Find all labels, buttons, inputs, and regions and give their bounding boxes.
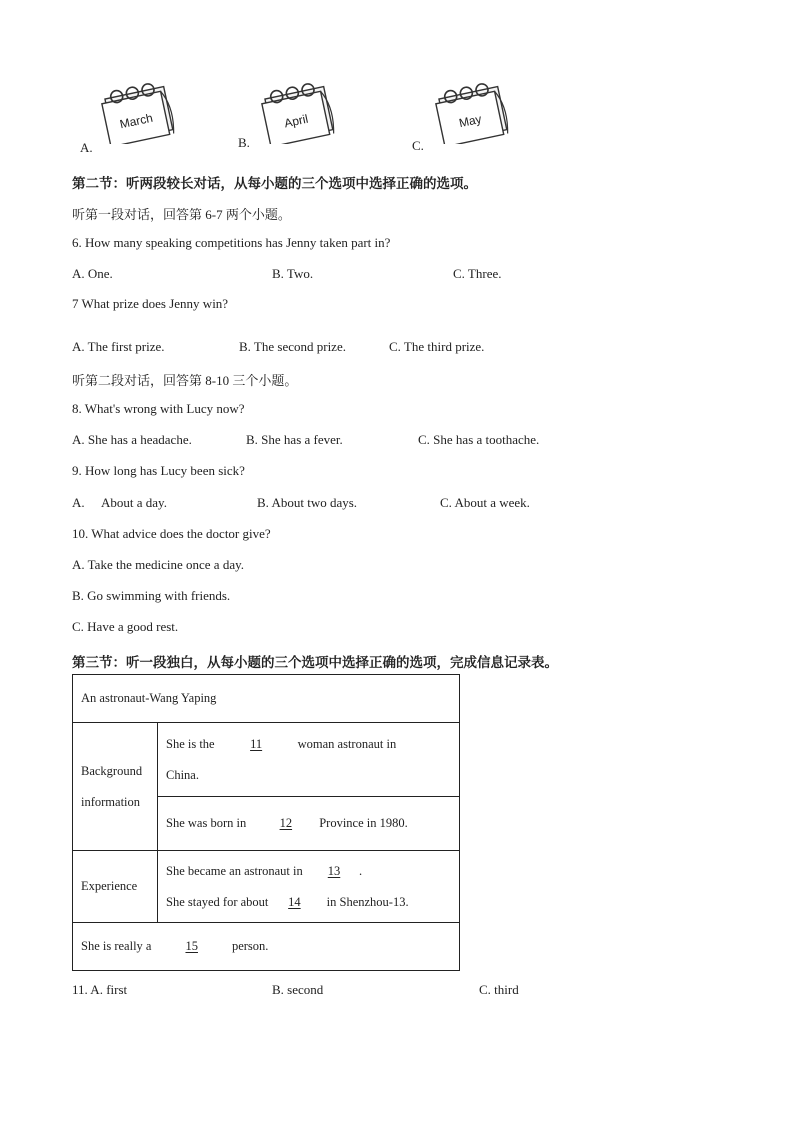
question-9: 9. How long has Lucy been sick? bbox=[72, 463, 245, 478]
q10-option-a: A. Take the medicine once a day. bbox=[72, 557, 244, 572]
q9-option-a: About a day. bbox=[101, 495, 167, 510]
q8-option-b: B. She has a fever. bbox=[246, 432, 343, 447]
row-12: She was born in 12 Province in 1980. bbox=[158, 797, 460, 851]
option-b-label: B. bbox=[238, 135, 250, 150]
q10-option-b: B. Go swimming with friends. bbox=[72, 588, 231, 603]
blank-13: 13 bbox=[327, 863, 341, 878]
q8-option-a: A. She has a headache. bbox=[72, 432, 192, 447]
q6-option-b: B. Two. bbox=[272, 266, 314, 281]
q6-option-c: C. Three. bbox=[453, 266, 502, 281]
q8-option-c: C. She has a toothache. bbox=[418, 432, 540, 447]
question-7: 7 What prize does Jenny win? bbox=[72, 296, 229, 311]
question-10: 10. What advice does the doctor give? bbox=[72, 526, 271, 541]
dialog1-intro: 听第一段对话，回答第 6-7 两个小题。 bbox=[72, 207, 291, 222]
blank-11: 11 bbox=[250, 736, 263, 751]
row-15: She is really a 15 person. bbox=[73, 923, 460, 971]
background-info-label: Background information bbox=[73, 723, 158, 851]
option-c-label: C. bbox=[412, 138, 424, 153]
blank-12: 12 bbox=[279, 816, 293, 830]
q7-option-b: B. The second prize. bbox=[239, 339, 346, 354]
calendar-month-text: March bbox=[118, 110, 154, 132]
calendar-april-picture bbox=[258, 70, 342, 144]
q7-option-a: A. The first prize. bbox=[72, 339, 165, 354]
q11-option-b: B. second bbox=[272, 982, 324, 997]
q11-option-a: 11. A. first bbox=[72, 982, 128, 997]
row-11: She is the 11 woman astronaut in China. bbox=[158, 723, 460, 797]
q6-option-a: A. One. bbox=[72, 266, 113, 281]
option-a-label: A. bbox=[80, 140, 93, 155]
q9-option-b: B. About two days. bbox=[257, 495, 358, 510]
calendar-month-text: April bbox=[283, 111, 310, 131]
blank-14: 14 bbox=[288, 894, 301, 909]
q9-option-c: C. About a week. bbox=[440, 495, 530, 510]
info-record-table bbox=[72, 674, 460, 971]
dialog2-intro: 听第二段对话，回答第 8-10 三个小题。 bbox=[72, 373, 298, 388]
calendar-may-picture bbox=[432, 70, 516, 144]
table-title: An astronaut-Wang Yaping bbox=[73, 675, 460, 723]
section3-heading: 第三节：听一段独白，从每小题的三个选项中选择正确的选项，完成信息记录表。 bbox=[72, 655, 558, 670]
question-8: 8. What's wrong with Lucy now? bbox=[72, 401, 245, 416]
q7-option-c: C. The third prize. bbox=[389, 339, 485, 354]
calendar-march-picture bbox=[98, 70, 182, 144]
q9-option-a-letter: A. bbox=[72, 495, 85, 510]
q10-option-c: C. Have a good rest. bbox=[72, 619, 179, 634]
section2-heading: 第二节：听两段较长对话，从每小题的三个选项中选择正确的选项。 bbox=[72, 176, 477, 191]
question-6: 6. How many speaking competitions has Jenny taken part in? bbox=[72, 235, 391, 250]
experience-label: Experience bbox=[73, 851, 158, 923]
row-13-14: She became an astronaut in 13 . She stayed for about 14 in Shenzhou-13. bbox=[158, 851, 460, 923]
calendar-month-text: May bbox=[457, 111, 483, 131]
blank-15: 15 bbox=[185, 939, 198, 953]
q11-option-c: C. third bbox=[479, 982, 519, 997]
